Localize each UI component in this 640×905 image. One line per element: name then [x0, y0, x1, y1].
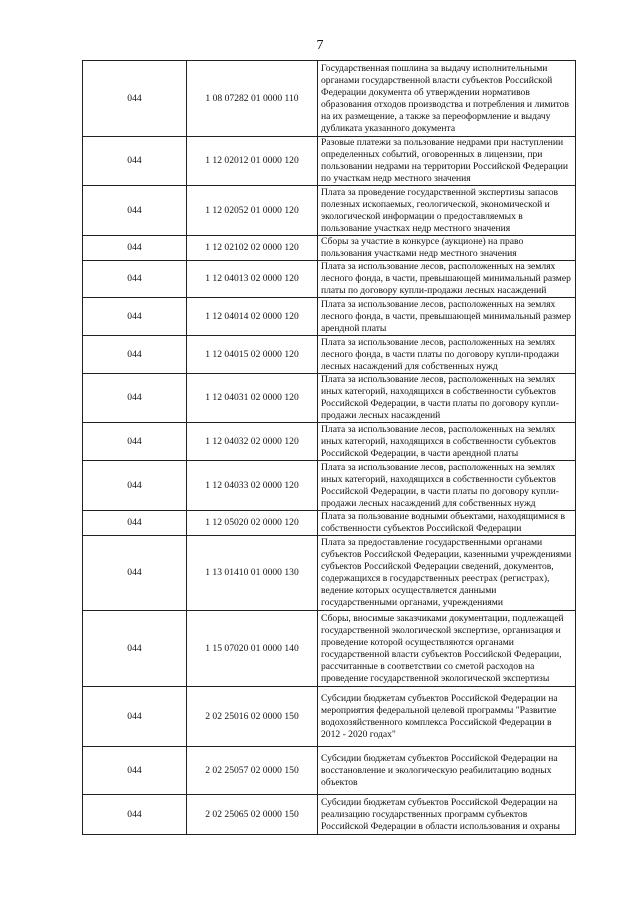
budget-code-cell: 1 08 07282 01 0000 110: [187, 61, 318, 137]
description-cell: Плата за использование лесов, расположенных на землях иных категорий, находящихся в собственности субъектов Российской Федерации, в части платы по договору купли-продажи лесных насаждений: [318, 374, 576, 423]
description-cell: Плата за использование лесов, расположенных на землях иных категорий, находящихся в собственности субъектов Российской Федерации, в части платы по договору купли-продажи лесных насаждений для собственных нужд: [318, 461, 576, 511]
budget-code-cell: 1 12 05020 02 0000 120: [187, 511, 318, 536]
admin-code-cell: 044: [83, 336, 187, 374]
budget-code-cell: 1 12 02102 02 0000 120: [187, 236, 318, 261]
budget-code-cell: 2 02 25065 02 0000 150: [187, 795, 318, 835]
description-cell: Плата за пользование водными объектами, находящимися в собственности субъектов Российской Федерации: [318, 511, 576, 536]
description-cell: Плата за использование лесов, расположенных на землях лесного фонда, в части, превышающей минимальный размер платы по договору купли-продажи лесных насаждений: [318, 261, 576, 298]
table-row: [83, 795, 576, 835]
description-cell: Субсидии бюджетам субъектов Российской Федерации на реализацию государственных программ субъектов Российской Федерации в области использования и охраны: [318, 795, 576, 835]
admin-code-cell: 044: [83, 423, 187, 461]
table-row: [83, 186, 576, 236]
description-cell: Плата за использование лесов, расположенных на землях иных категорий, находящихся в собственности субъектов Российской Федерации, в части арендной платы: [318, 423, 576, 461]
table-row: [83, 261, 576, 298]
admin-code-cell: 044: [83, 137, 187, 186]
admin-code-cell: 044: [83, 236, 187, 261]
table-row: [83, 687, 576, 747]
admin-code-cell: 044: [83, 511, 187, 536]
description-cell: Плата за предоставление государственными органами субъектов Российской Федерации, казенными учреждениями субъектов Российской Федерации сведений, документов, содержащихся в государственных реестрах (регистрах), ведение которых осуществляется данными государственными органами, учреждениями: [318, 536, 576, 611]
table-row: [83, 461, 576, 511]
budget-code-cell: 1 12 04013 02 0000 120: [187, 261, 318, 298]
budget-code-cell: 1 12 04014 02 0000 120: [187, 298, 318, 336]
budget-codes-table: [82, 60, 576, 835]
budget-code-cell: 1 12 04032 02 0000 120: [187, 423, 318, 461]
admin-code-cell: 044: [83, 795, 187, 835]
admin-code-cell: 044: [83, 611, 187, 687]
description-cell: Плата за использование лесов, расположенных на землях лесного фонда, в части, превышающей минимальный размер арендной платы: [318, 298, 576, 336]
admin-code-cell: 044: [83, 461, 187, 511]
budget-code-cell: 1 15 07020 01 0000 140: [187, 611, 318, 687]
table-row: [83, 137, 576, 186]
table-row: [83, 423, 576, 461]
table-row: [83, 298, 576, 336]
page-number: 7: [316, 38, 324, 53]
description-cell: Субсидии бюджетам субъектов Российской Федерации на мероприятия федеральной целевой программы "Развитие водохозяйственного комплекса Российской Федерации в 2012 - 2020 годах": [318, 687, 576, 747]
admin-code-cell: 044: [83, 298, 187, 336]
admin-code-cell: 044: [83, 747, 187, 795]
description-cell: Плата за проведение государственной экспертизы запасов полезных ископаемых, геологической, экономической и экологической информации о предоставляемых в пользование участках недр местного значения: [318, 186, 576, 236]
admin-code-cell: 044: [83, 261, 187, 298]
description-cell: Разовые платежи за пользование недрами при наступлении определенных событий, оговоренных в лицензии, при пользовании недрами на территории Российской Федерации по участкам недр местного значения: [318, 137, 576, 186]
admin-code-cell: 044: [83, 687, 187, 747]
budget-code-cell: 2 02 25016 02 0000 150: [187, 687, 318, 747]
table-row: [83, 611, 576, 687]
budget-code-cell: 1 13 01410 01 0000 130: [187, 536, 318, 611]
admin-code-cell: 044: [83, 61, 187, 137]
admin-code-cell: 044: [83, 536, 187, 611]
budget-code-cell: 1 12 04031 02 0000 120: [187, 374, 318, 423]
budget-code-cell: 1 12 04033 02 0000 120: [187, 461, 318, 511]
admin-code-cell: 044: [83, 186, 187, 236]
table-row: [83, 511, 576, 536]
table-row: [83, 236, 576, 261]
table-row: [83, 747, 576, 795]
description-cell: Субсидии бюджетам субъектов Российской Федерации на восстановление и экологическую реабилитацию водных объектов: [318, 747, 576, 795]
table-row: [83, 336, 576, 374]
budget-code-cell: 1 12 02052 01 0000 120: [187, 186, 318, 236]
description-cell: Государственная пошлина за выдачу исполнительными органами государственной власти субъектов Российской Федерации документа об утверждении нормативов образования отходов производства и потребления и лимитов на их размещение, а также за переоформление и выдачу дубликата указанного документа: [318, 61, 576, 137]
table-row: [83, 374, 576, 423]
description-cell: Сборы, вносимые заказчиками документации, подлежащей государственной экологической экспертизе, организация и проведение которой осуществляются органами государственной власти субъектов Российской Федерации, рассчитанные в соответствии со сметой расходов на проведение государственной экологической экспертизы: [318, 611, 576, 687]
description-cell: Сборы за участие в конкурсе (аукционе) на право пользования участками недр местного значения: [318, 236, 576, 261]
budget-code-cell: 2 02 25057 02 0000 150: [187, 747, 318, 795]
table-row: [83, 61, 576, 137]
description-cell: Плата за использование лесов, расположенных на землях лесного фонда, в части платы по договору купли-продажи лесных насаждений для собственных нужд: [318, 336, 576, 374]
admin-code-cell: 044: [83, 374, 187, 423]
budget-code-cell: 1 12 02012 01 0000 120: [187, 137, 318, 186]
budget-code-cell: 1 12 04015 02 0000 120: [187, 336, 318, 374]
table-row: [83, 536, 576, 611]
